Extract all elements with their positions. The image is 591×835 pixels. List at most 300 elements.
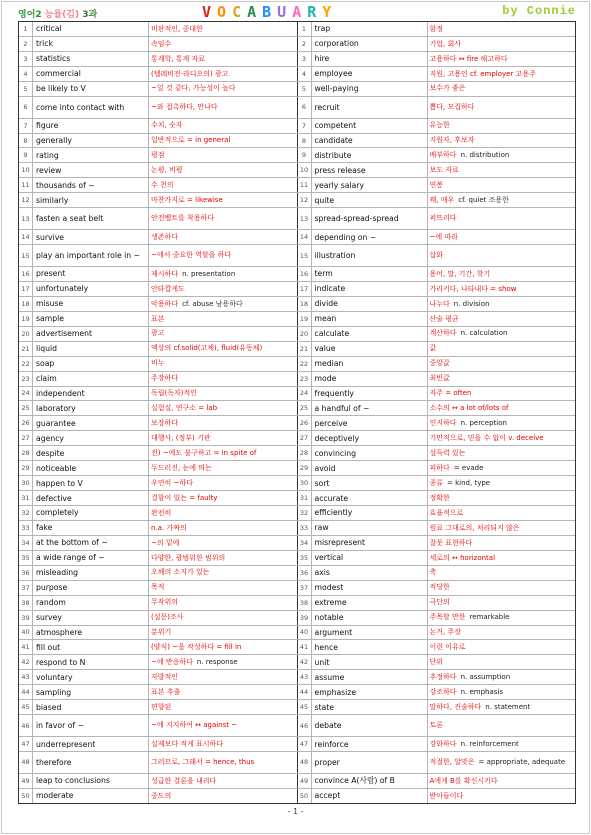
meaning-text: 말하다, 진술하다 (429, 702, 482, 711)
entry-number: 27 (298, 431, 312, 445)
right-entry (298, 119, 576, 133)
title-letter: C (232, 3, 248, 21)
left-entry (19, 297, 298, 311)
left-entry (19, 752, 298, 773)
entry-number: 1 (298, 22, 312, 36)
entry-meaning (149, 401, 297, 415)
entry-word: review (33, 163, 149, 177)
right-entry (298, 596, 576, 610)
entry-meaning (149, 267, 297, 281)
entry-number: 25 (19, 401, 33, 415)
meaning-note: n. presentation (182, 269, 236, 278)
entry-number: 24 (298, 387, 312, 401)
entry-meaning (149, 752, 297, 773)
entry-number: 10 (19, 163, 33, 177)
title-letter: A (292, 3, 308, 21)
entry-number: 14 (19, 230, 33, 244)
table-row (19, 611, 575, 626)
table-row (19, 491, 575, 506)
right-entry (298, 312, 576, 326)
left-entry (19, 178, 298, 192)
left-entry (19, 596, 298, 610)
entry-number: 39 (19, 611, 33, 625)
left-entry (19, 37, 298, 51)
entry-meaning (149, 22, 297, 36)
entry-meaning (149, 461, 297, 475)
meaning-text: 중도의 (151, 791, 172, 800)
entry-word: competent (312, 119, 428, 133)
entry-word: rating (33, 148, 149, 162)
entry-meaning (149, 193, 297, 207)
meaning-text: ~에 따라 (429, 232, 458, 241)
entry-meaning (428, 327, 576, 341)
entry-number: 23 (298, 372, 312, 386)
entry-word: perceive (312, 416, 428, 430)
table-row (19, 372, 575, 387)
entry-word: advertisement (33, 327, 149, 341)
table-row (19, 685, 575, 700)
entry-meaning (149, 297, 297, 311)
table-row (19, 737, 575, 752)
entry-meaning (149, 67, 297, 81)
left-entry (19, 230, 298, 244)
entry-number: 18 (19, 297, 33, 311)
meaning-text: 값 (429, 344, 437, 353)
entry-meaning (149, 611, 297, 625)
entry-meaning (428, 670, 576, 684)
entry-number: 20 (298, 327, 312, 341)
entry-word: unit (312, 655, 428, 669)
entry-number: 33 (298, 521, 312, 535)
entry-number: 32 (298, 506, 312, 520)
right-entry (298, 737, 576, 751)
left-entry (19, 461, 298, 475)
entry-word: agency (33, 431, 149, 445)
entry-number: 41 (298, 640, 312, 654)
right-entry (298, 134, 576, 148)
entry-number: 22 (298, 357, 312, 371)
meaning-text: 종류 (429, 478, 444, 487)
entry-meaning (428, 357, 576, 371)
entry-meaning (428, 715, 576, 736)
meaning-text: 계산하다 (429, 329, 457, 338)
entry-number: 20 (19, 327, 33, 341)
left-entry (19, 82, 298, 96)
right-entry (298, 476, 576, 490)
entry-meaning (149, 685, 297, 699)
entry-word: fake (33, 521, 149, 535)
entry-number: 39 (298, 611, 312, 625)
entry-number: 36 (19, 566, 33, 580)
meaning-text: 비판적인, 중대한 (151, 24, 203, 33)
meaning-text: 지원자, 후보자 (429, 136, 475, 145)
entry-meaning (428, 22, 576, 36)
table-row (19, 416, 575, 431)
right-entry (298, 97, 576, 118)
entry-word: present (33, 267, 149, 281)
entry-meaning (428, 581, 576, 595)
meaning-text: 꽤, 매우 (429, 196, 455, 205)
left-entry (19, 640, 298, 654)
left-entry (19, 566, 298, 580)
entry-word: biased (33, 700, 149, 714)
entry-word: be likely to V (33, 82, 149, 96)
entry-word: misuse (33, 297, 149, 311)
table-row (19, 401, 575, 416)
entry-number: 7 (19, 119, 33, 133)
entry-number: 25 (298, 401, 312, 415)
entry-word: proper (312, 752, 428, 773)
entry-meaning (149, 416, 297, 430)
table-row (19, 551, 575, 566)
meaning-text: 자발적인 (151, 673, 179, 682)
entry-word: laboratory (33, 401, 149, 415)
entry-meaning (149, 119, 297, 133)
table-row (19, 640, 575, 655)
meaning-text: 삽화 (429, 251, 444, 260)
entry-number: 17 (298, 282, 312, 296)
entry-meaning (428, 551, 576, 565)
entry-word: in favor of ~ (33, 715, 149, 736)
meaning-text: 강화하다 (429, 739, 457, 748)
title-letter: V (202, 3, 218, 21)
entry-word: reinforce (312, 737, 428, 751)
entry-number: 11 (19, 178, 33, 192)
meaning-text: 광고 (151, 329, 165, 338)
entry-word: play an important role in ~ (33, 245, 149, 266)
meaning-text: 세로의 ↔ horizontal (429, 553, 496, 562)
right-entry (298, 282, 576, 296)
meaning-text: 이런 이유로 (429, 643, 466, 652)
entry-number: 18 (298, 297, 312, 311)
entry-number: 35 (19, 551, 33, 565)
meaning-text: 뽑다, 모집하다 (429, 102, 475, 111)
meaning-text: 표본 추출 (151, 687, 181, 696)
entry-word: argument (312, 626, 428, 640)
right-entry (298, 670, 576, 684)
entry-word: voluntary (33, 670, 149, 684)
right-entry (298, 446, 576, 460)
meaning-text: 고용하다 ↔ fire 해고하다 (429, 54, 508, 63)
meaning-text: 표본 (151, 314, 165, 323)
table-row (19, 506, 575, 521)
entry-number: 35 (298, 551, 312, 565)
right-entry (298, 461, 576, 475)
entry-meaning (428, 267, 576, 281)
entry-meaning (428, 536, 576, 550)
entry-meaning (149, 789, 297, 803)
entry-number: 16 (298, 267, 312, 281)
table-row (19, 67, 575, 82)
table-row (19, 789, 575, 803)
meaning-text: (텔레비전·라디오의) 광고 (151, 69, 229, 78)
entry-number: 12 (298, 193, 312, 207)
right-entry (298, 536, 576, 550)
entry-number: 49 (298, 774, 312, 788)
table-row (19, 97, 575, 119)
entry-number: 33 (19, 521, 33, 535)
left-entry (19, 342, 298, 356)
right-entry (298, 685, 576, 699)
entry-meaning (149, 506, 297, 520)
table-row (19, 119, 575, 134)
entry-number: 41 (19, 640, 33, 654)
meaning-text: ~에서 중요한 역할을 하다 (151, 251, 232, 260)
meaning-text: 오해의 소지가 있는 (151, 568, 210, 577)
meaning-note: n. distribution (460, 151, 510, 160)
meaning-text: 최빈값 (429, 374, 450, 383)
entry-meaning (428, 491, 576, 505)
meaning-text: 소수의 ↔ a lot of/lots of (429, 404, 509, 413)
entry-word: press release (312, 163, 428, 177)
entry-word: extreme (312, 596, 428, 610)
entry-meaning (428, 163, 576, 177)
entry-word: moderate (33, 789, 149, 803)
entry-number: 8 (298, 134, 312, 148)
table-row (19, 670, 575, 685)
left-entry (19, 506, 298, 520)
entry-number: 40 (298, 626, 312, 640)
entry-meaning (428, 789, 576, 803)
entry-meaning (149, 536, 297, 550)
entry-meaning (149, 476, 297, 490)
entry-meaning (428, 655, 576, 669)
entry-meaning (149, 327, 297, 341)
entry-word: survey (33, 611, 149, 625)
entry-word: noticeable (33, 461, 149, 475)
left-entry (19, 491, 298, 505)
page-header (18, 4, 576, 22)
entry-word: avoid (312, 461, 428, 475)
table-row (19, 312, 575, 327)
right-entry (298, 506, 576, 520)
right-entry (298, 401, 576, 415)
entry-meaning (428, 685, 576, 699)
meaning-text: 주목할 만한 (429, 613, 466, 622)
meaning-text: 악용하다 (151, 299, 179, 308)
entry-word: figure (33, 119, 149, 133)
title-letter: B (262, 3, 278, 21)
title-letter: R (307, 3, 323, 21)
meaning-text: 주장하다 (151, 374, 179, 383)
right-entry (298, 22, 576, 36)
entry-number: 14 (298, 230, 312, 244)
entry-meaning (428, 461, 576, 475)
table-row (19, 297, 575, 312)
table-row (19, 752, 575, 774)
meaning-note: = evade (453, 463, 484, 472)
entry-meaning (149, 774, 297, 788)
meaning-text: 생존하다 (151, 232, 179, 241)
entry-number: 36 (298, 566, 312, 580)
table-row (19, 715, 575, 737)
entry-meaning (428, 611, 576, 625)
right-entry (298, 163, 576, 177)
entry-meaning (149, 282, 297, 296)
entry-word: a handful of ~ (312, 401, 428, 415)
meaning-text: 잘못 표현하다 (429, 538, 473, 547)
entry-word: soap (33, 357, 149, 371)
entry-meaning (149, 372, 297, 386)
right-entry (298, 387, 576, 401)
entry-word: depending on ~ (312, 230, 428, 244)
title-letter: Y (322, 3, 338, 21)
course-subject: 영어2 (18, 10, 42, 20)
entry-word: recruit (312, 97, 428, 118)
meaning-text: ~일 것 같다, 가능성이 높다 (151, 84, 236, 93)
entry-number: 46 (19, 715, 33, 736)
entry-number: 27 (19, 431, 33, 445)
entry-meaning (428, 566, 576, 580)
course-lesson: 3과 (82, 10, 98, 20)
entry-number: 9 (298, 148, 312, 162)
table-row (19, 178, 575, 193)
entry-number: 44 (298, 685, 312, 699)
meaning-note: n. assumption (460, 673, 511, 682)
right-entry (298, 148, 576, 162)
left-entry (19, 521, 298, 535)
entry-meaning (149, 245, 297, 266)
entry-word: accurate (312, 491, 428, 505)
meaning-text: 안전벨트를 착용하다 (151, 214, 215, 223)
meaning-text: n.a. 가짜의 (151, 523, 187, 532)
entry-word: respond to N (33, 655, 149, 669)
entry-number: 3 (19, 52, 33, 66)
entry-number: 21 (298, 342, 312, 356)
left-entry (19, 737, 298, 751)
meaning-text: A에게 B를 확신시키다 (429, 776, 498, 785)
left-entry (19, 67, 298, 81)
left-entry (19, 193, 298, 207)
entry-number: 4 (298, 67, 312, 81)
entry-word: sample (33, 312, 149, 326)
entry-number: 21 (19, 342, 33, 356)
right-entry (298, 774, 576, 788)
entry-number: 13 (298, 208, 312, 229)
entry-meaning (149, 491, 297, 505)
right-entry (298, 611, 576, 625)
entry-meaning (428, 752, 576, 773)
table-row (19, 52, 575, 67)
entry-meaning (428, 82, 576, 96)
entry-meaning (428, 506, 576, 520)
meaning-text: 독립(독자)적인 (151, 389, 198, 398)
meaning-text: 우연히 ~하다 (151, 478, 193, 487)
meaning-text: 단위 (429, 658, 444, 667)
meaning-text: 논거, 주장 (429, 628, 461, 637)
entry-number: 48 (19, 752, 33, 773)
table-row (19, 82, 575, 97)
meaning-text: ~의 밑에 (151, 538, 180, 547)
entry-meaning (428, 148, 576, 162)
page-title (202, 3, 337, 21)
entry-number: 47 (19, 737, 33, 751)
right-entry (298, 327, 576, 341)
entry-number: 10 (298, 163, 312, 177)
meaning-text: 나누다 (429, 299, 450, 308)
entry-number: 22 (19, 357, 33, 371)
entry-word: independent (33, 387, 149, 401)
meaning-note: n. response (196, 658, 238, 667)
right-entry (298, 178, 576, 192)
entry-word: misleading (33, 566, 149, 580)
table-row (19, 342, 575, 357)
entry-meaning (428, 134, 576, 148)
meaning-text: 피하다 (429, 463, 450, 472)
entry-number: 43 (19, 670, 33, 684)
entry-meaning (428, 178, 576, 192)
right-entry (298, 297, 576, 311)
entry-word: notable (312, 611, 428, 625)
entry-word: yearly salary (312, 178, 428, 192)
entry-meaning (428, 596, 576, 610)
title-letter: A (247, 3, 263, 21)
entry-number: 13 (19, 208, 33, 229)
entry-word: purpose (33, 581, 149, 595)
meaning-text: 퍼뜨리다 (429, 214, 457, 223)
entry-word: well-paying (312, 82, 428, 96)
entry-word: sort (312, 476, 428, 490)
left-entry (19, 163, 298, 177)
left-entry (19, 551, 298, 565)
table-row (19, 245, 575, 267)
entry-number: 5 (19, 82, 33, 96)
entry-word: completely (33, 506, 149, 520)
right-entry (298, 626, 576, 640)
entry-word: axis (312, 566, 428, 580)
entry-word: efficiently (312, 506, 428, 520)
right-entry (298, 491, 576, 505)
course-label (18, 7, 97, 20)
table-row (19, 581, 575, 596)
entry-word: come into contact with (33, 97, 149, 118)
entry-meaning (149, 163, 297, 177)
entry-meaning (149, 737, 297, 751)
entry-number: 4 (19, 67, 33, 81)
entry-meaning (149, 178, 297, 192)
meaning-text: 추정하다 (429, 673, 457, 682)
meaning-text: 보수가 좋은 (429, 84, 466, 93)
table-row (19, 446, 575, 461)
entry-word: trick (33, 37, 149, 51)
entry-number: 42 (298, 655, 312, 669)
entry-meaning (428, 119, 576, 133)
entry-word: liquid (33, 342, 149, 356)
entry-meaning (428, 521, 576, 535)
entry-number: 8 (19, 134, 33, 148)
left-entry (19, 416, 298, 430)
entry-number: 12 (19, 193, 33, 207)
meaning-text: 편향된 (151, 702, 172, 711)
left-entry (19, 312, 298, 326)
meaning-note: = appropriate, adequate (478, 758, 566, 767)
entry-word: deceptively (312, 431, 428, 445)
entry-word: frequently (312, 387, 428, 401)
meaning-text: 일반적으로 = in general (151, 136, 231, 145)
entry-meaning (428, 401, 576, 415)
entry-word: generally (33, 134, 149, 148)
meaning-text: 기업, 회사 (429, 39, 461, 48)
vocabulary-table (18, 21, 576, 804)
entry-number: 45 (19, 700, 33, 714)
entry-meaning (149, 208, 297, 229)
entry-meaning (428, 52, 576, 66)
entry-meaning (149, 715, 297, 736)
entry-meaning (428, 446, 576, 460)
entry-meaning (149, 52, 297, 66)
meaning-note: n. division (453, 299, 490, 308)
meaning-text: 유능한 (429, 121, 450, 130)
